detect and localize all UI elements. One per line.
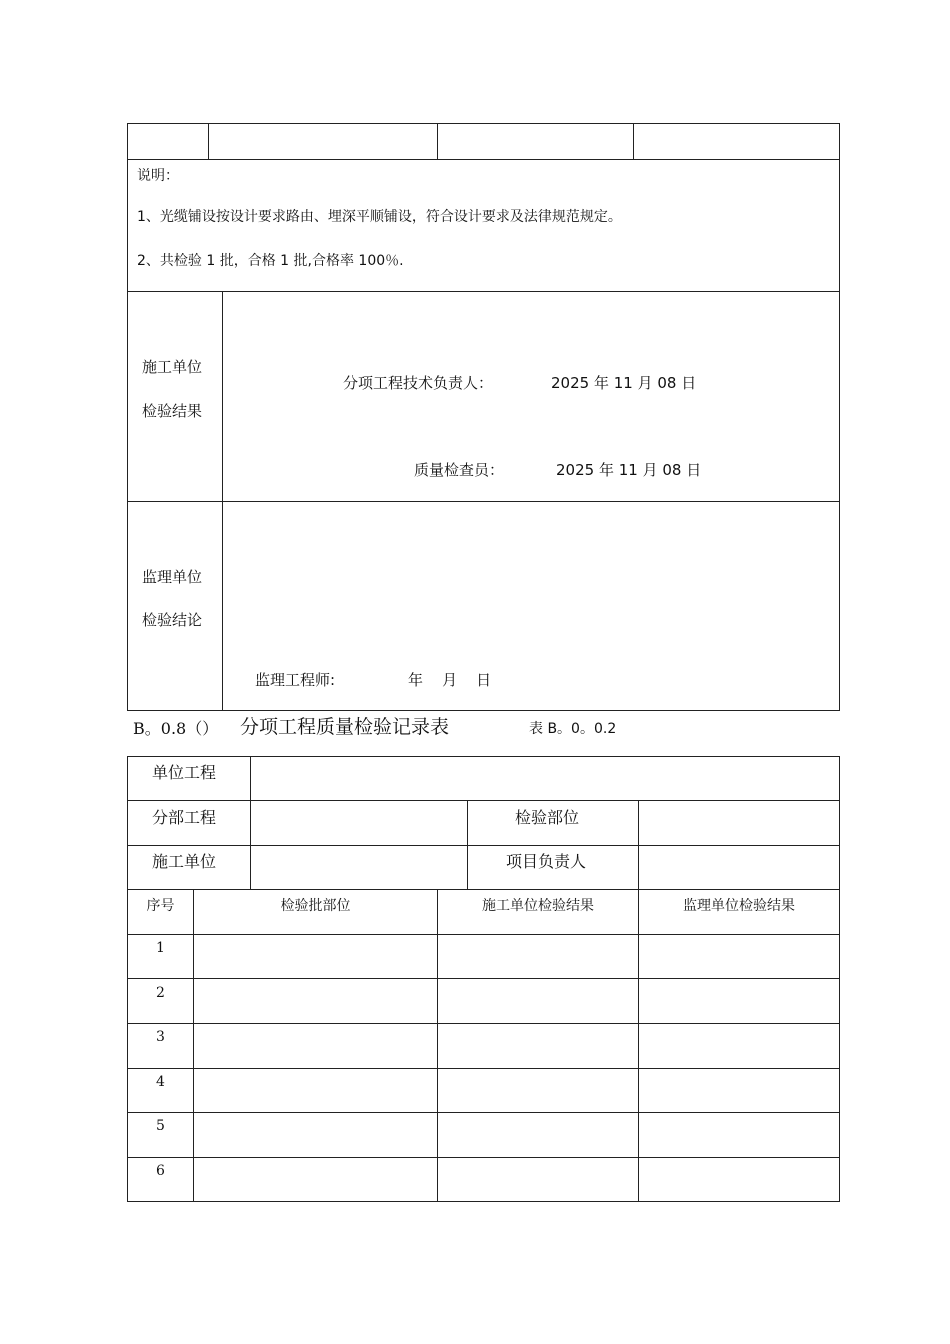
inspector-label: 质量检查员：: [414, 461, 505, 479]
column-header-index: 序号: [146, 898, 175, 914]
inspection-result-label: 检验结果: [142, 402, 203, 420]
row-number: 3: [156, 1029, 165, 1045]
unit-project-label: 单位工程: [152, 763, 217, 782]
table-number: 表 B。0。0.2: [529, 721, 617, 737]
construction-unit-label: 施工单位: [152, 852, 217, 871]
project-manager-label: 项目负责人: [506, 852, 587, 871]
tech-lead-date: 2025 年 11 月 08 日: [551, 374, 697, 392]
supervisor-label: 监理工程师:: [255, 671, 336, 689]
row-number: 2: [156, 985, 165, 1001]
row-number: 6: [156, 1163, 165, 1179]
column-header-supervision-result: 监理单位检验结果: [683, 898, 795, 914]
note-1: 1、光缆铺设按设计要求路由、埋深平顺铺设，符合设计要求及法律规范规定。: [137, 209, 622, 225]
note-2: 2、共检验 1 批，合格 1 批,合格率 100％.: [137, 253, 404, 269]
sub-project-label: 分部工程: [152, 808, 217, 827]
row-number: 4: [156, 1074, 165, 1090]
form-title: 分项工程质量检验记录表: [240, 716, 450, 738]
column-header-construction-result: 施工单位检验结果: [482, 898, 594, 914]
row-number: 1: [156, 940, 165, 956]
inspect-part-label: 检验部位: [515, 808, 580, 827]
inspector-date: 2025 年 11 月 08 日: [556, 461, 702, 479]
construction-unit-label: 施工单位: [142, 358, 203, 376]
column-header-batch-part: 检验批部位: [280, 898, 351, 914]
tech-lead-label: 分项工程技术负责人：: [343, 374, 494, 392]
row-number: 5: [156, 1118, 165, 1134]
notes-label: 说明：: [137, 168, 179, 184]
form-code: B。0.8（）: [133, 719, 219, 738]
supervisor-date: 年 月 日: [408, 671, 492, 689]
inspection-conclusion-label: 检验结论: [142, 611, 203, 629]
supervision-unit-label: 监理单位: [142, 568, 203, 586]
